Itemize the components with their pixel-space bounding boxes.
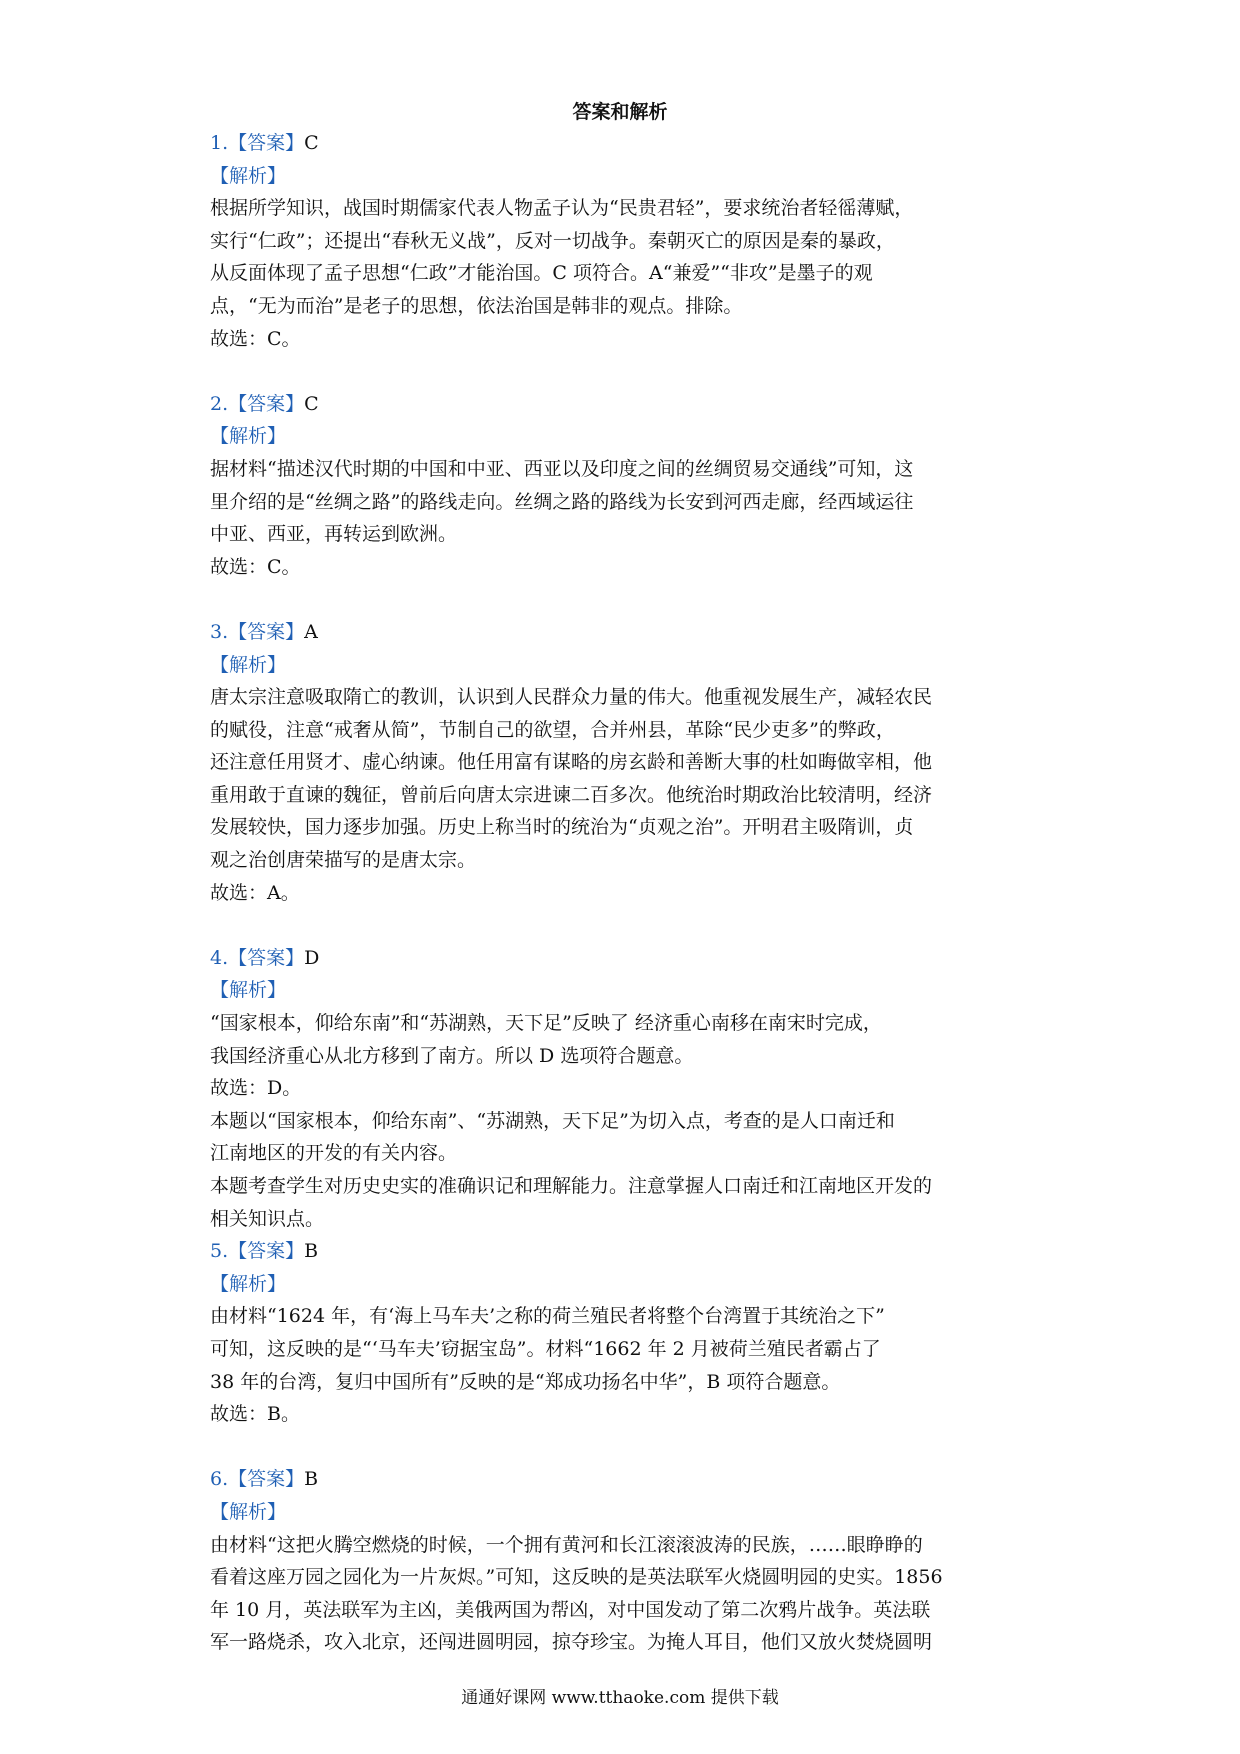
answer-tag: 【答案】 [228, 132, 305, 154]
question-number: 6. [210, 1468, 229, 1491]
question-number: 3. [210, 620, 229, 643]
analysis-text-line: 根据所学知识，战国时期儒家代表人物孟子认为“民贵君轻”，要求统治者轻徭薄赋， [210, 197, 914, 220]
analysis-text-line: 据材料“描述汉代时期的中国和中亚、西亚以及印度之间的丝绸贸易交通线”可知，这 [210, 457, 914, 480]
answer-tag: 【答案】 [228, 1240, 305, 1263]
answer-tag: 【答案】 [228, 946, 305, 969]
answer-value: C [304, 132, 319, 154]
analysis-tag: 【解析】 [210, 425, 287, 448]
answer-value: C [304, 392, 319, 415]
question-block-4 [210, 942, 1040, 1235]
analysis-text-line: 发展较快，国力逐步加强。历史上称当时的统治为“贞观之治”。开明君主吸隋训，贞 [210, 816, 914, 839]
answer-line [210, 388, 1040, 421]
page-title: 答案和解析 [572, 101, 668, 123]
answer-tag: 【答案】 [228, 620, 305, 643]
analysis-text-line: 本题考查学生对历史史实的准确识记和理解能力。注意掌握人口南迁和江南地区开发的 [210, 1175, 933, 1197]
question-block-1 [210, 127, 1040, 355]
analysis-tag: 【解析】 [210, 1272, 287, 1295]
page-footer: 通通好课网 www.tthaoke.com 提供下载 [461, 1688, 779, 1708]
analysis-text-line: 点，“无为而治”是老子的思想，依法治国是韩非的观点。排除。 [210, 294, 743, 317]
choice-line: 故选：A。 [210, 881, 300, 904]
analysis-tag: 【解析】 [210, 164, 287, 187]
question-number: 4. [210, 946, 229, 969]
analysis-text-line: 可知，这反映的是“‘马车夫’窃据宝岛”。材料“1662 年 2 月被荷兰殖民者霸占了 [210, 1337, 881, 1360]
analysis-tag: 【解析】 [210, 653, 287, 676]
question-number: 2. [210, 392, 229, 415]
answer-value: A [304, 620, 318, 643]
analysis-text-line: 观之治创唐荣描写的是唐太宗。 [210, 849, 477, 872]
answer-line [210, 942, 1040, 975]
answer-list [210, 127, 1040, 1659]
answer-line [210, 1463, 1040, 1496]
question-block-3 [210, 616, 1040, 909]
analysis-text-line: 里介绍的是“丝绸之路”的路线走向。丝绸之路的路线为长安到河西走廊，经西域运往 [210, 490, 914, 513]
choice-line: 故选：C。 [210, 327, 301, 350]
analysis-text-line: “国家根本，仰给东南”和“苏湖熟，天下足”反映了 经济重心南移在南宋时完成， [210, 1012, 882, 1035]
question-number: 1. [210, 132, 229, 154]
answer-value: D [304, 946, 320, 969]
analysis-tag: 【解析】 [210, 1500, 287, 1523]
analysis-text-line: 从反面体现了孟子思想“仁政”才能治国。C 项符合。A“兼爱”“非攻”是墨子的观 [210, 262, 873, 285]
analysis-text-line: 唐太宗注意吸取隋亡的教训，认识到人民群众力量的伟大。他重视发展生产，减轻农民 [210, 686, 933, 709]
choice-line: 故选：D。 [210, 1077, 302, 1100]
analysis-text-line: 年 10 月，英法联军为主凶，美俄两国为帮凶，对中国发动了第二次鸦片战争。英法联 [210, 1598, 931, 1621]
analysis-text-line: 相关知识点。 [210, 1207, 325, 1230]
analysis-text-line: 的赋役，注意“戒奢从简”，节制自己的欲望，合并州县，革除“民少吏多”的弊政， [210, 718, 895, 741]
analysis-text-line: 我国经济重心从北方移到了南方。所以 D 选项符合题意。 [210, 1044, 694, 1067]
choice-line: 故选：B。 [210, 1403, 300, 1426]
answer-tag: 【答案】 [228, 1468, 305, 1491]
analysis-text-line: 江南地区的开发的有关内容。 [210, 1142, 458, 1165]
question-number: 5. [210, 1240, 229, 1263]
analysis-text-line: 由材料“1624 年，有‘海上马车夫’之称的荷兰殖民者将整个台湾置于其统治之下” [210, 1305, 885, 1328]
answer-line [210, 1235, 1040, 1268]
answer-tag: 【答案】 [228, 392, 305, 415]
analysis-tag: 【解析】 [210, 979, 287, 1002]
question-block-2 [210, 388, 1040, 584]
answer-line [210, 127, 1040, 160]
answer-value: B [304, 1468, 319, 1491]
choice-line: 故选：C。 [210, 555, 301, 578]
analysis-text-line: 本题以“国家根本，仰给东南”、“苏湖熟，天下足”为切入点，考查的是人口南迁和 [210, 1109, 895, 1132]
analysis-text-line: 重用敢于直谏的魏征，曾前后向唐太宗进谏二百多次。他统治时期政治比较清明，经济 [210, 783, 933, 806]
answer-value: B [304, 1240, 319, 1263]
question-block-5 [210, 1235, 1040, 1431]
analysis-text-line: 军一路烧杀，攻入北京，还闯进圆明园，掠夺珍宝。为掩人耳目，他们又放火焚烧圆明 [210, 1631, 933, 1654]
analysis-text-line: 看着这座万园之园化为一片灰烬。”可知，这反映的是英法联军火烧圆明园的史实。1856 [210, 1566, 943, 1589]
analysis-text-line: 中亚、西亚，再转运到欧洲。 [210, 523, 458, 546]
question-block-6 [210, 1463, 1040, 1659]
answer-line [210, 616, 1040, 649]
analysis-text-line: 还注意任用贤才、虚心纳谏。他任用富有谋略的房玄龄和善断大事的杜如晦做宰相，他 [210, 751, 933, 774]
analysis-text-line: 由材料“这把火腾空燃烧的时候，一个拥有黄河和长江滚滚波涛的民族，……眼睁睁的 [210, 1533, 923, 1556]
analysis-text-line: 实行“仁政”；还提出“春秋无义战”，反对一切战争。秦朝灭亡的原因是秦的暴政， [210, 229, 895, 252]
analysis-text-line: 38 年的台湾，复归中国所有”反映的是“郑成功扬名中华”，B 项符合题意。 [210, 1370, 841, 1393]
